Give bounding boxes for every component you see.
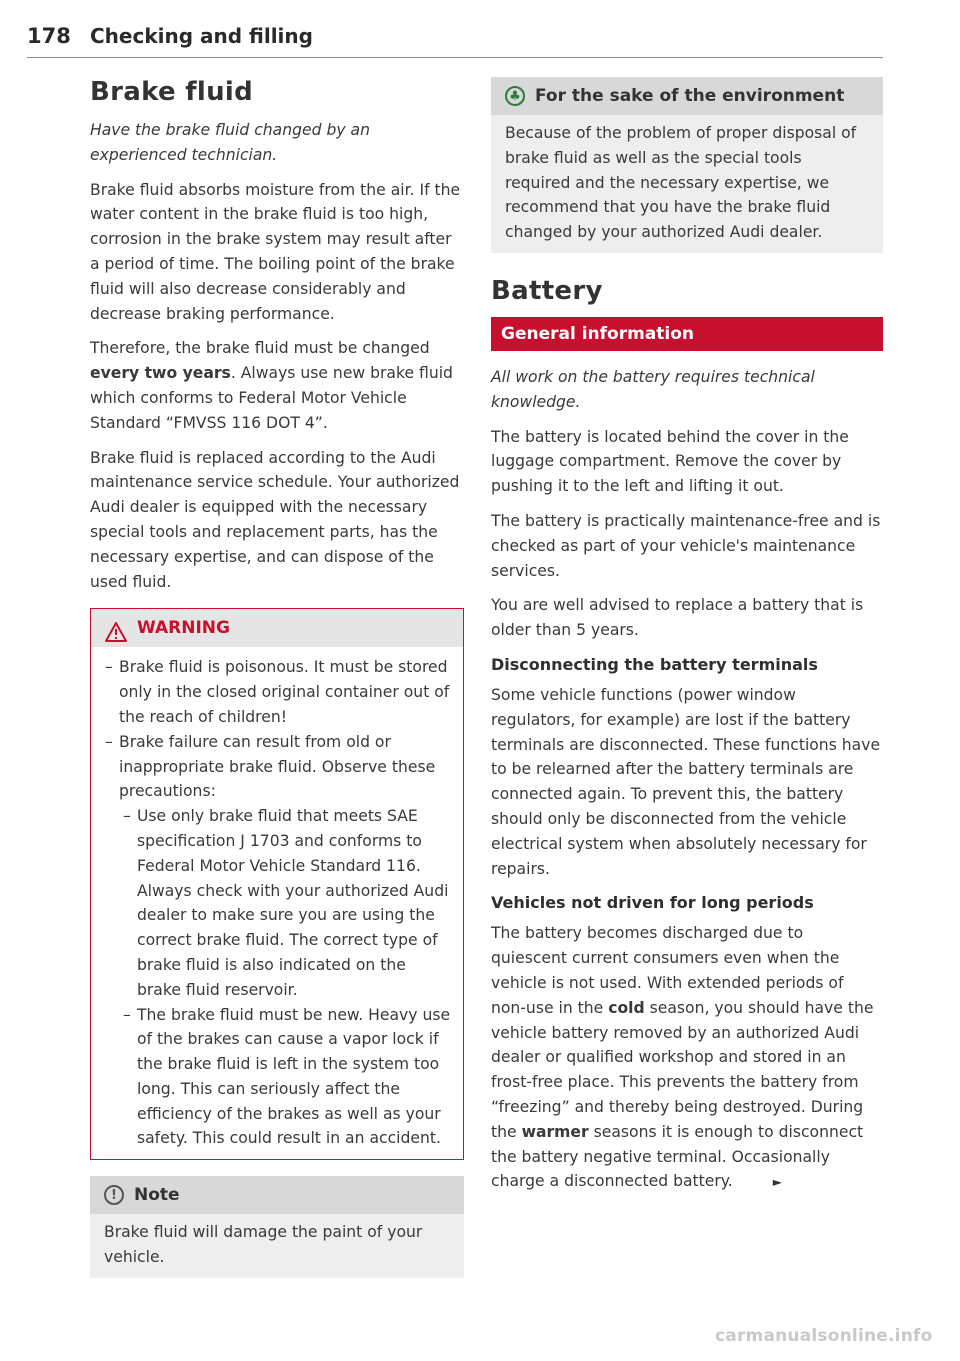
note-icon: ! <box>104 1185 124 1205</box>
environment-title: For the sake of the environment <box>535 86 845 106</box>
note-title: Note <box>134 1185 180 1206</box>
long-periods-heading: Vehicles not driven for long periods <box>491 893 814 913</box>
warning-triangle-icon <box>105 618 127 638</box>
brake-fluid-p2-bold: every two years <box>90 364 231 383</box>
warning-sublist <box>123 804 451 1151</box>
warning-subitem-1: – Use only brake fluid that meets SAE specification J 1703 and conforms to Federal Motor Vehicle Standard 116. Always check with your authorized Audi dealer to make sure you are using the correct brake fluid. The correct type of brake fluid is also indicated on the brake fluid reservoir. <box>123 804 451 1002</box>
warning-header <box>91 609 463 647</box>
page-number: 178 <box>27 24 71 48</box>
general-information-bar: General information <box>491 317 883 351</box>
environment-leaf-icon: ♣ <box>505 86 525 106</box>
battery-p5-bold-cold: cold <box>608 998 645 1017</box>
warning-list <box>105 655 451 1151</box>
disconnecting-heading: Disconnecting the battery terminals <box>491 654 818 674</box>
chapter-title: Checking and filling <box>90 24 313 48</box>
brake-fluid-p2-text-b: . Always use new brake fluid which conforms to Federal Motor Vehicle Standard “FMVSS 116 DOT 4”. <box>90 364 453 432</box>
battery-paragraph-1: The battery is located behind the cover in the luggage compartment. Remove the cover by pushing it to the left and lifting it out. <box>491 427 849 496</box>
environment-header <box>491 77 883 115</box>
left-column <box>90 70 464 1278</box>
brake-fluid-intro: Have the brake fluid changed by an experienced technician. <box>90 121 370 164</box>
battery-paragraph-5 <box>491 921 883 1195</box>
warning-item-1: – Brake fluid is poisonous. It must be stored only in the closed original container out of the reach of children! <box>105 655 451 729</box>
battery-p5-bold-warmer: warmer <box>521 1122 589 1141</box>
battery-p5-text-a: The battery becomes discharged due to quiescent current consumers even when the vehicle is not used. With extended periods of non-use in the <box>491 924 844 1017</box>
note-box <box>90 1176 464 1278</box>
continue-arrow-icon: ► <box>772 1175 782 1190</box>
brake-fluid-paragraph-1: Brake fluid absorbs moisture from the air. If the water content in the brake fluid is too high, corrosion in the brake system may result after a period of time. The boiling point of the brake fluid will also decrease considerably and decrease braking performance. <box>90 180 461 323</box>
environment-box <box>491 77 883 253</box>
warning-title: WARNING <box>137 618 230 639</box>
brake-fluid-paragraph-2 <box>90 336 464 435</box>
battery-paragraph-4: Some vehicle functions (power window regulators, for example) are lost if the battery terminals are disconnected. These functions have to be relearned after the battery terminals are connected again. To prevent this, the battery should only be disconnected from the vehicle electrical system when absolutely necessary for repairs. <box>491 685 881 878</box>
note-text: Brake fluid will damage the paint of your vehicle. <box>104 1223 423 1267</box>
battery-intro: All work on the battery requires technical knowledge. <box>491 367 815 411</box>
environment-body <box>491 115 883 253</box>
battery-heading: Battery <box>491 275 603 306</box>
warning-body <box>91 647 463 1159</box>
battery-p5-text-b: season, you should have the vehicle battery removed by an authorized Audi dealer or qualified workshop and stored in an frost-free place. This prevents the battery from “freezing” and thereby being destroyed. During the <box>491 998 874 1141</box>
brake-fluid-paragraph-3: Brake fluid is replaced according to the Audi maintenance service schedule. Your authorized Audi dealer is equipped with the necessary special tools and replacement parts, has the necessary expertise, and can dispose of the used fluid. <box>90 448 460 591</box>
warning-subitem-2: – The brake fluid must be new. Heavy use of the brakes can cause a vapor lock if the brake fluid is left in the system too long. This can seriously affect the efficiency of the brakes as well as your safety. This could result in an accident. <box>123 1003 451 1152</box>
battery-p5-text-c: seasons it is enough to disconnect the battery negative terminal. Occasionally charge a disconnected battery. <box>491 1122 864 1191</box>
environment-text: Because of the problem of proper disposal of brake fluid as well as the special tools required and the necessary expertise, we recommend that you have the brake fluid changed by your authorized Audi dealer. <box>505 124 857 242</box>
brake-fluid-heading: Brake fluid <box>90 77 254 107</box>
battery-paragraph-2: The battery is practically maintenance-free and is checked as part of your vehicle's maintenance services. <box>491 511 881 580</box>
brake-fluid-p2-text-a: Therefore, the brake fluid must be changed <box>90 339 430 358</box>
warning-item-2-text: Brake failure can result from old or inappropriate brake fluid. Observe these precautions: <box>119 732 436 801</box>
warning-item-2 <box>105 730 451 1152</box>
note-header <box>90 1176 464 1214</box>
page-header <box>27 22 883 58</box>
right-column <box>491 77 883 1205</box>
warning-box <box>90 608 464 1160</box>
battery-paragraph-3: You are well advised to replace a battery that is older than 5 years. <box>491 596 864 640</box>
watermark: carmanualsonline.info <box>715 1326 933 1346</box>
note-body <box>90 1214 464 1278</box>
